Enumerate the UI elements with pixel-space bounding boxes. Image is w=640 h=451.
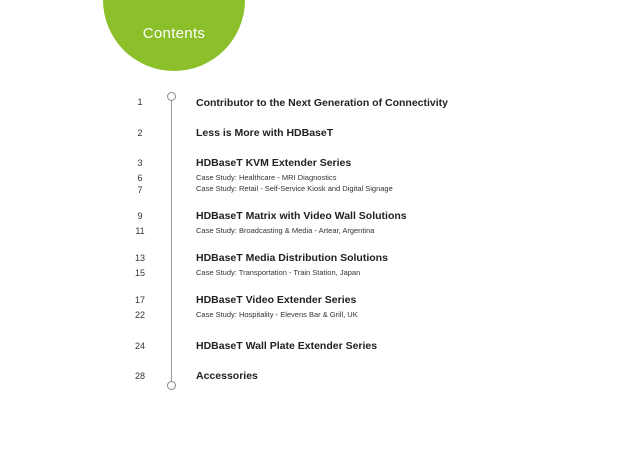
timeline-line [171, 101, 172, 384]
toc-page-number: 22 [134, 310, 145, 320]
toc-entry-title[interactable]: Less is More with HDBaseT [196, 127, 334, 139]
toc-page-number: 3 [137, 158, 143, 168]
toc-case-study[interactable]: Case Study: Retail - Self-Service Kiosk and Digital Signage [196, 184, 393, 193]
toc-page-number: 15 [134, 268, 145, 278]
timeline-start-dot [167, 92, 176, 101]
toc-entry-title[interactable]: Accessories [196, 370, 258, 382]
toc-page-number: 1 [137, 97, 143, 107]
toc-case-study[interactable]: Case Study: Broadcasting & Media - Artear, Argentina [196, 226, 375, 235]
toc-case-study[interactable]: Case Study: Transportation - Train Station, Japan [196, 268, 361, 277]
toc-case-study[interactable]: Case Study: Healthcare - MRI Diagnostics [196, 173, 337, 182]
toc-page-number: 9 [137, 211, 143, 221]
toc-entry-title[interactable]: HDBaseT Video Extender Series [196, 294, 357, 306]
toc-page-number: 2 [137, 128, 143, 138]
toc-page-number: 6 [137, 173, 143, 183]
page-title: Contents [142, 25, 206, 42]
toc-page-number: 28 [134, 371, 145, 381]
toc-case-study[interactable]: Case Study: Hospitality - Elevens Bar & Grill, UK [196, 310, 358, 319]
toc-entry-title[interactable]: Contributor to the Next Generation of Connectivity [196, 97, 449, 109]
toc-page-number: 13 [134, 253, 145, 263]
toc-page-number: 11 [135, 226, 145, 236]
toc-page-number: 7 [137, 185, 143, 195]
toc-entry-title[interactable]: HDBaseT Matrix with Video Wall Solutions [196, 210, 407, 222]
toc-entry-title[interactable]: HDBaseT KVM Extender Series [196, 157, 352, 169]
toc-entry-title[interactable]: HDBaseT Wall Plate Extender Series [196, 340, 378, 352]
toc-page-number: 17 [134, 295, 145, 305]
toc-page-number: 24 [134, 341, 145, 351]
toc-entry-title[interactable]: HDBaseT Media Distribution Solutions [196, 252, 388, 264]
timeline-end-dot [167, 381, 176, 390]
